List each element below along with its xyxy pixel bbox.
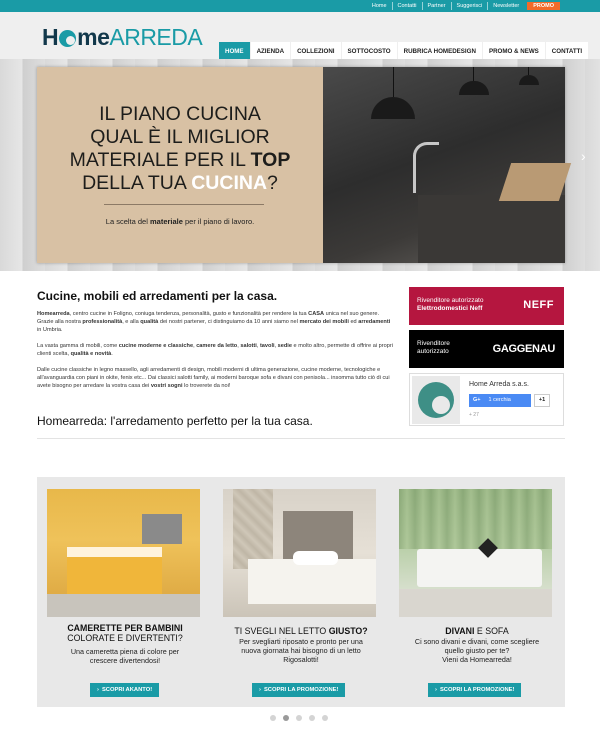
carousel-dot-2[interactable]: [283, 715, 289, 721]
card-title: [389, 626, 565, 636]
text: lo troverete da noi!: [182, 383, 231, 389]
text: ,: [193, 343, 197, 349]
scopri-promozione-button[interactable]: [252, 683, 345, 697]
text: ,: [237, 343, 241, 349]
text-bold: salotti: [240, 343, 257, 349]
google-plus-widget: [409, 373, 564, 426]
hero-line-2: QUAL È IL MIGLIOR: [90, 126, 270, 148]
hero-caption-pre: La scelta del: [105, 217, 150, 226]
text-bold: arredamenti: [358, 319, 391, 325]
text-bold: cucine moderne e classiche: [118, 343, 194, 349]
text-bold: Homearreda: [37, 311, 70, 317]
sofa-shape: [417, 549, 542, 587]
hero-caption-post: per il piano di lavoro.: [182, 217, 255, 226]
gaggenau-line-2: autorizzato: [417, 348, 449, 355]
text: , e alla: [122, 319, 141, 325]
intro-paragraph-3: [37, 366, 393, 390]
gplus-follow-button[interactable]: [469, 394, 531, 407]
pendant-lamp: [459, 81, 489, 95]
chevron-right-icon: ›: [435, 687, 437, 693]
utility-link-home[interactable]: Home: [371, 3, 387, 9]
text: .: [111, 351, 113, 357]
text-bold: camere da letto: [196, 343, 238, 349]
mattress-shape: [67, 547, 162, 557]
card-description: [389, 637, 565, 664]
site-header: [0, 12, 600, 59]
hero-line-4-end: ?: [267, 172, 278, 194]
button-label: SCOPRI LA PROMOZIONE!: [263, 687, 339, 693]
hero-divider: [104, 204, 264, 205]
text: ,: [256, 343, 260, 349]
hero-line-3: [37, 149, 323, 172]
pendant-lamp: [371, 97, 415, 119]
site-logo[interactable]: [42, 25, 202, 49]
card-title-bold: GIUSTO?: [328, 626, 368, 636]
text-bold: professionalità: [82, 319, 123, 325]
promo-card-camerette: [37, 477, 213, 707]
lamp-wire: [528, 67, 529, 75]
card-desc-line: nuova giornata hai bisogno di un letto: [241, 646, 361, 655]
logo-text-me: me: [77, 24, 110, 50]
lamp-wire: [393, 67, 394, 97]
logo-o-icon: [59, 30, 76, 47]
cutting-board: [499, 163, 571, 201]
chevron-right-icon: ›: [259, 687, 261, 693]
hero-line-4: [37, 172, 323, 195]
scopri-promozione-button[interactable]: [428, 683, 521, 697]
bed-shape: [67, 554, 162, 594]
pillow-shape: [293, 551, 338, 565]
text-bold: vostri sogni: [150, 383, 183, 389]
text-bold: qualità e novità: [70, 351, 112, 357]
promo-carousel: [37, 477, 565, 707]
sofa-image[interactable]: [399, 489, 552, 617]
text: Dalle cucine classiche in legno massello, agli arredamenti di design, mobili moderni di ultima generazione, cucine moderne, tecnologiche e all'avanguardia con piani in okite, fenix etc... Dai classici salotti family, ai moderni baroque sofa e divani con penisola... insomma tutto ciò di cui avete bisogno per arredare la vostra casa dei: [37, 367, 390, 389]
gplus-follow-label: 1 cerchia: [488, 397, 511, 403]
text-bold: CASA: [308, 311, 325, 317]
utility-link-partner[interactable]: Partner: [422, 2, 451, 10]
card-description: [213, 637, 389, 664]
hero-line-4-text: DELLA TUA: [82, 172, 192, 194]
wallpaper-shape: [233, 489, 273, 569]
neff-logo: NEFF: [523, 299, 554, 311]
neff-banner-text: [417, 297, 483, 313]
utility-link-contatti[interactable]: Contatti: [392, 2, 422, 10]
utility-link-newsletter[interactable]: Newsletter: [487, 2, 524, 10]
card-title-bold: CAMERETTE PER BAMBINI: [67, 623, 183, 633]
gaggenau-banner-text: [417, 340, 450, 356]
gplus-followers-count: + 27: [469, 412, 479, 418]
floor-shape: [47, 594, 200, 617]
gaggenau-line-1: Rivenditore: [417, 340, 450, 347]
card-desc-line: Rigosalotti!: [283, 655, 319, 664]
carousel-dot-5[interactable]: [322, 715, 328, 721]
logo-text-h: H: [42, 24, 59, 50]
gplus-avatar[interactable]: [412, 376, 460, 424]
text: ed: [348, 319, 359, 325]
nav-item-azienda[interactable]: AZIENDA: [251, 42, 291, 61]
chevron-right-icon: ›: [97, 687, 99, 693]
text: , centro cucine in Foligno, coniuga tendenza, personalità, gusto e funzionalità per rendere la tua: [69, 311, 309, 317]
hero-slide[interactable]: [37, 67, 586, 263]
hero-caption: [37, 217, 323, 226]
text: ,: [274, 343, 278, 349]
carousel-dot-1[interactable]: [270, 715, 276, 721]
hero-section: [0, 59, 600, 271]
shelf-shape: [142, 514, 182, 544]
text: in Umbria.: [37, 327, 63, 333]
hero-line-4-highlight: CUCINA: [191, 172, 268, 194]
kitchen-counter: [418, 195, 565, 263]
gplus-page-name[interactable]: Home Arreda s.a.s.: [469, 381, 529, 388]
nav-item-contatti[interactable]: CONTATTI: [546, 42, 588, 61]
section-divider: [37, 438, 565, 439]
intro-paragraph-1: [37, 310, 393, 334]
top-utility-bar: [0, 0, 600, 12]
logo-text-arreda: ARREDA: [109, 24, 203, 50]
bed-linen-shape: [248, 559, 376, 604]
text: La vasta gamma di mobili, come: [37, 343, 119, 349]
card-title-rest: E SOFA: [474, 626, 509, 636]
text-bold: qualità: [140, 319, 159, 325]
nav-item-promo-news[interactable]: PROMO & NEWS: [483, 42, 545, 61]
card-desc-line: crescere divertendosi!: [89, 656, 161, 665]
lamp-wire: [473, 67, 474, 81]
hero-text-panel: [37, 67, 323, 263]
card-title-rest: COLORATE E DIVERTENTI?: [67, 633, 183, 643]
kids-bedroom-image[interactable]: [47, 489, 200, 617]
faucet-stem: [413, 155, 416, 193]
scopri-akanto-button[interactable]: [90, 683, 159, 697]
card-desc-line: Una cameretta piena di colore per: [70, 647, 180, 656]
gplus-icon: G+: [473, 397, 481, 403]
hero-line-3-text: MATERIALE PER IL: [69, 149, 251, 171]
text: unica nel suo genere. Grazie alla nostra: [37, 311, 380, 325]
faucet: [413, 142, 439, 168]
pendant-lamp: [519, 75, 539, 85]
text-bold: mercato dei mobili: [299, 319, 349, 325]
card-desc-line: Vieni da Homearreda!: [442, 655, 512, 664]
neff-dealer-banner[interactable]: [409, 287, 564, 325]
nav-item-rubrica-homedesign[interactable]: RUBRICA HOMEDESIGN: [398, 42, 482, 61]
gaggenau-logo: GAGGENAU: [492, 343, 555, 355]
gplus-plus-one-button[interactable]: +1: [534, 394, 550, 407]
slider-next-arrow-icon[interactable]: ›: [581, 148, 586, 164]
neff-line-1: Rivenditore autorizzato: [417, 297, 484, 304]
text: dei nostri partener, ci distinguiamo da 10 anni siamo nel: [158, 319, 300, 325]
gaggenau-dealer-banner[interactable]: [409, 330, 564, 368]
nav-item-home[interactable]: HOME: [219, 42, 250, 61]
nav-item-sottocosto[interactable]: SOTTOCOSTO: [342, 42, 397, 61]
button-label: SCOPRI LA PROMOZIONE!: [439, 687, 515, 693]
intro-tagline: Homearreda: l'arredamento perfetto per la tua casa.: [37, 414, 313, 428]
utility-link-suggerisci[interactable]: Suggerisci: [451, 2, 488, 10]
utility-links: [367, 0, 560, 12]
bed-image[interactable]: [223, 489, 376, 617]
hero-line-1: IL PIANO CUCINA: [99, 103, 261, 125]
nav-item-collezioni[interactable]: COLLEZIONI: [291, 42, 340, 61]
card-title-pre: TI SVEGLI NEL LETTO: [234, 626, 329, 636]
brand-circle-icon: [418, 382, 454, 418]
card-title: [213, 626, 389, 636]
hero-caption-bold: materiale: [149, 217, 183, 226]
card-title: [37, 623, 213, 643]
card-desc-line: Ci sono divani e divani, come scegliere: [414, 637, 540, 646]
text-bold: sedie: [277, 343, 292, 349]
card-title-bold: DIVANI: [445, 626, 475, 636]
button-label: SCOPRI AKANTO!: [101, 687, 153, 693]
card-description: [37, 647, 213, 665]
utility-link-promo[interactable]: PROMO: [527, 2, 560, 10]
carousel-dot-3[interactable]: [296, 715, 302, 721]
hero-headline: [37, 103, 323, 195]
hero-kitchen-image: [323, 67, 565, 263]
floor-shape: [399, 589, 552, 617]
neff-line-2: Elettrodomestici Neff: [417, 305, 483, 312]
carousel-dot-4[interactable]: [309, 715, 315, 721]
intro-title: Cucine, mobili ed arredamenti per la casa.: [37, 289, 278, 303]
card-desc-line: quello giusto per te?: [444, 646, 510, 655]
promo-card-letto: [213, 477, 389, 707]
promo-card-divani: [389, 477, 565, 707]
carousel-pagination: [270, 715, 335, 721]
card-desc-line: Per svegliarti riposato e pronto per una: [239, 637, 363, 646]
text: e molto altro, permette di offrire ai propri clienti scelta,: [37, 343, 393, 357]
hero-line-3-bold: TOP: [250, 149, 291, 171]
window-view-shape: [399, 489, 552, 549]
text-bold: tavoli: [259, 343, 275, 349]
intro-paragraph-2: [37, 342, 393, 358]
